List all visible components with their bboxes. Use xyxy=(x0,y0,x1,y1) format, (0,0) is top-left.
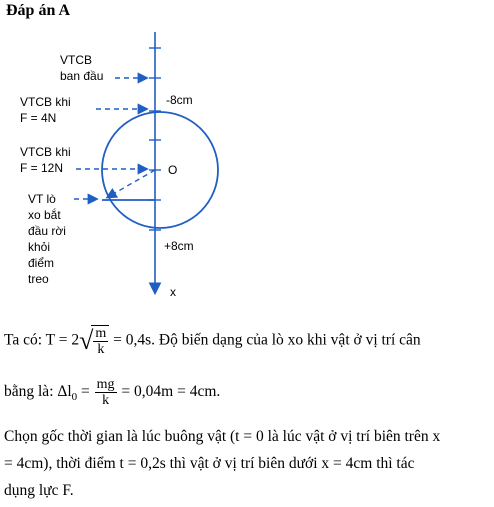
deformation-subscript: 0 xyxy=(71,391,78,404)
label-detach-5: điểm xyxy=(28,256,55,270)
mark-plus8: +8cm xyxy=(164,239,194,253)
label-vtcb-12n: VTCB khi xyxy=(20,145,71,159)
frac-denominator-k: k xyxy=(97,342,105,357)
dashed-radius xyxy=(108,170,155,197)
explanation-line-2: = 4cm), thời điểm t = 0,2s thì vật ở vị trí biên dưới x = 4cm thì tác xyxy=(4,455,415,472)
period-prefix: Ta có: T = 2 xyxy=(4,331,80,349)
label-vtcb-4n: VTCB khi xyxy=(20,95,71,109)
frac-denominator-k2: k xyxy=(102,393,110,408)
frac-numerator-mg: mg xyxy=(96,377,115,392)
equals-sign: = xyxy=(77,383,94,401)
deformation-suffix: = 0,04m = 4cm. xyxy=(117,383,221,401)
label-vtcb-initial: VTCB xyxy=(60,53,93,67)
label-vtcb-12n-2: F = 12N xyxy=(20,161,64,175)
mark-minus8: -8cm xyxy=(166,93,193,107)
period-suffix: = 0,4s. Độ biến dạng của lò xo khi vật ở vị trí cân xyxy=(109,331,421,349)
label-vtcb-initial-2: ban đầu xyxy=(60,69,104,83)
label-detach-3: đầu rời xyxy=(28,224,66,238)
axis-x-label: x xyxy=(170,285,176,299)
deformation-prefix: bằng là: Δl xyxy=(4,383,72,401)
sqrt-symbol: √ xyxy=(79,326,94,355)
label-vtcb-4n-2: F = 4N xyxy=(20,111,57,125)
deformation-formula-line xyxy=(4,377,220,411)
label-detach-2: xo bắt xyxy=(28,208,61,222)
label-detach-4: khỏi xyxy=(28,240,51,254)
explanation-line-3: dụng lực F. xyxy=(4,482,74,499)
mark-origin: O xyxy=(168,163,178,177)
answer-title: Đáp án A xyxy=(6,2,71,19)
spring-oscillation-diagram xyxy=(0,20,494,310)
period-formula-line xyxy=(4,325,421,357)
explanation-line-1: Chọn gốc thời gian là lúc buông vật (t = 0 là lúc vật ở vị trí biên trên x xyxy=(4,428,441,445)
sqrt-body xyxy=(91,325,109,357)
label-detach-1: VT lò xyxy=(28,192,56,206)
label-detach-6: treo xyxy=(28,272,49,286)
frac-numerator-m: m xyxy=(95,326,107,341)
